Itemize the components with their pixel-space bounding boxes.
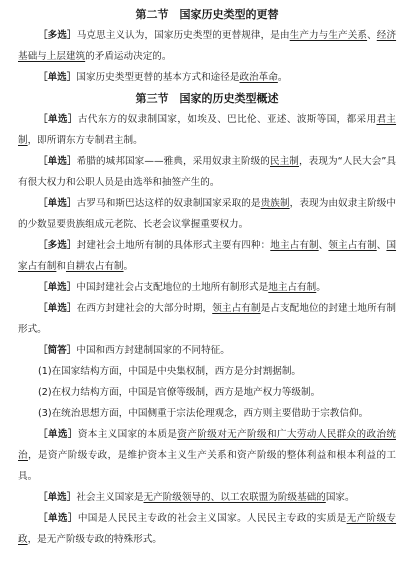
text: 在西方封建社会的大部分时期，: [76, 303, 213, 314]
text: ，表现为由奴隶主阶级中的少数显要贵族组成元老院、长老会议掌握重要权力。: [18, 198, 397, 230]
answer-underline: 生产力与生产关系: [289, 30, 368, 41]
text: 资本主义国家的本质是: [77, 429, 178, 440]
answer-underline: 政治革命: [239, 72, 278, 83]
answer-underline: 资产阶级对无产阶级和广大劳动人民群众的政治统治: [18, 429, 397, 461]
text: 。: [277, 72, 288, 83]
question-tag: ［单选］: [38, 198, 77, 209]
text: 、: [367, 30, 377, 41]
question-tag: ［单选］: [38, 72, 77, 83]
paragraph: [18, 340, 396, 361]
answer-underline: 无产阶级领导的、以工农联盟为阶级基础的: [143, 492, 326, 503]
answer-underline: 地主占有制: [270, 240, 319, 251]
section-heading: 第三节 国家的历史类型概述: [135, 92, 279, 105]
answer-underline: 经济基础与上层建筑: [18, 30, 397, 62]
text: 封建社会土地所有制的具体形式主要有四种：: [76, 240, 271, 251]
text: 国家。: [325, 492, 355, 503]
answer-underline: 国家占有制: [18, 240, 397, 272]
text: 中国封建社会占支配地位的土地所有制形式是: [76, 282, 269, 293]
text: 马克思主义认为，国家历史类型的更替规律，是由: [76, 30, 290, 41]
question-tag: ［单选］: [38, 156, 77, 167]
question-tag: ［单选］: [38, 513, 78, 524]
question-tag: ［多选］: [38, 240, 77, 251]
text: 中国是人民民主专政的社会主义国家。人民民主专政的实质是: [77, 513, 347, 524]
section-heading: 第二节 国家历史类型的更替: [135, 8, 279, 21]
text: 。: [123, 261, 134, 272]
paragraph: (2)在权力结构方面，中国是官僚等级制，西方是地产权力等级制。: [38, 387, 321, 398]
question-tag: ［简答］: [38, 345, 77, 356]
text: 。: [316, 282, 326, 293]
paragraph: [18, 298, 396, 340]
paragraph: [18, 193, 396, 235]
text: 古罗马和斯巴达这样的奴隶制国家采取的是: [76, 198, 261, 209]
question-tag: ［单选］: [38, 114, 78, 125]
text: ，是无产阶级专政的特殊形式。: [27, 534, 162, 545]
text: ，是资产阶级专政，是维护资本主义生产关系和资产阶级的整体利益和根本利益的工具。: [18, 450, 397, 482]
answer-underline: 领主占有制: [328, 240, 377, 251]
text: 、: [376, 240, 387, 251]
text: 希腊的城邦国家——雅典，采用奴隶主阶级的: [76, 156, 270, 167]
question-tag: ［单选］: [38, 492, 77, 503]
answer-underline: 贵族制: [260, 198, 290, 209]
text: 社会主义国家是: [76, 492, 144, 503]
text: ，即所谓东方专制君主制。: [27, 135, 143, 146]
paragraph: [18, 424, 396, 487]
answer-underline: 君主制: [18, 114, 397, 146]
text: 是占支配地位的封建土地所有制形式。: [18, 303, 397, 335]
paragraph: [18, 151, 396, 193]
text: 古代东方的奴隶制国家，如埃及、巴比伦、亚述、波斯等国，都采用: [77, 114, 377, 125]
paragraph: [18, 487, 396, 508]
text: 的矛盾运动决定的。: [85, 51, 172, 62]
paragraph: [18, 508, 396, 550]
answer-underline: 民主制: [269, 156, 299, 167]
answer-underline: 领主占有制: [212, 303, 261, 314]
paragraph: [18, 25, 396, 67]
paragraph: (1)在国家结构方面，中国是中央集权制，西方是分封割据制。: [38, 366, 302, 377]
paragraph: [18, 67, 396, 88]
paragraph: [18, 109, 396, 151]
question-tag: ［单选］: [38, 429, 78, 440]
paragraph: [18, 277, 396, 298]
paragraph: (3)在统治思想方面，中国侧重于宗法伦理观念，西方则主要借助于宗教信仰。: [38, 408, 369, 419]
answer-underline: 自耕农占有制: [65, 261, 124, 272]
paragraph: [18, 235, 396, 277]
text: 和: [56, 261, 66, 272]
text: 中国和西方封建制国家的不同特征。: [76, 345, 230, 356]
question-tag: ［单选］: [38, 303, 77, 314]
question-tag: ［多选］: [38, 30, 77, 41]
text: 国家历史类型更替的基本方式和途径是: [76, 72, 240, 83]
text: 、: [318, 240, 329, 251]
text: ，表现为“人民大会”具有很大权力和公职人员是由选举和抽签产生的。: [18, 156, 397, 188]
answer-underline: 无产阶级专政: [18, 513, 397, 545]
answer-underline: 地主占有制: [268, 282, 317, 293]
question-tag: ［单选］: [38, 282, 77, 293]
